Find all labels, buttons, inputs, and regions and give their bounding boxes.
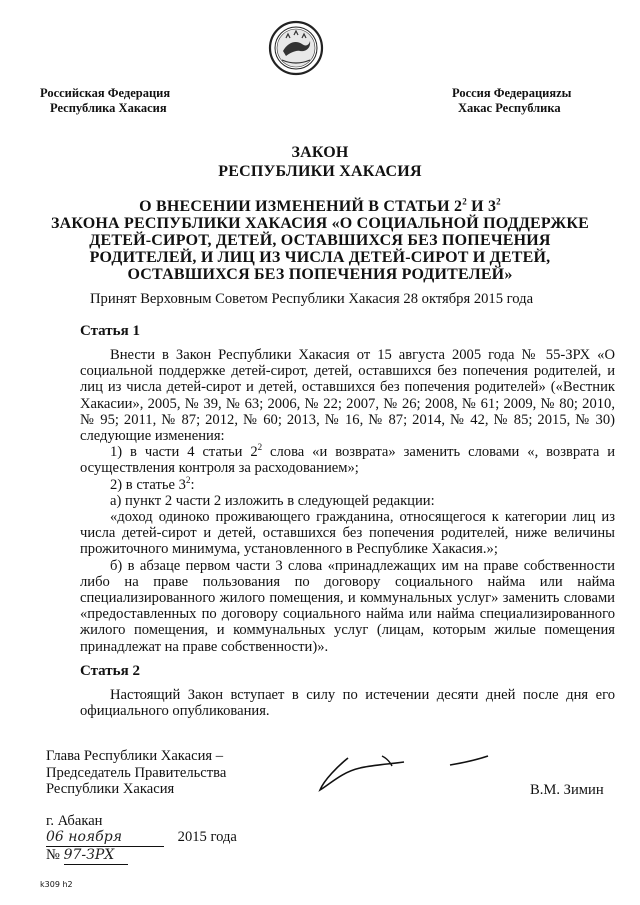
law-number-line xyxy=(46,847,128,865)
handwritten-signature xyxy=(300,740,490,800)
header-right xyxy=(452,86,571,116)
adoption-note: Принят Верховным Советом Республики Хакасия 28 октября 2015 года xyxy=(90,291,534,307)
law-title-line5: ОСТАВШИХСЯ БЕЗ ПОПЕЧЕНИЯ РОДИТЕЛЕЙ» xyxy=(127,266,513,283)
law-title xyxy=(0,198,640,283)
date-year: 2015 года xyxy=(177,829,237,845)
header-left-line2: Республика Хакасия xyxy=(50,101,167,115)
header-left-line1: Российская Федерация xyxy=(40,86,171,100)
article2-heading: Статья 2 xyxy=(80,663,140,679)
date-line xyxy=(46,829,237,847)
article1-item2: 2) в статье $3^2$: xyxy=(110,474,195,493)
law-number-prefix: № xyxy=(46,847,60,863)
article1-heading: Статья 1 xyxy=(80,323,140,339)
header-left xyxy=(40,86,170,116)
law-title-line3: ДЕТЕЙ-СИРОТ, ДЕТЕЙ, ОСТАВШИХСЯ БЕЗ ПОПЕЧЕНИЯ xyxy=(89,232,551,249)
law-title-line1: О ВНЕСЕНИИ ИЗМЕНЕНИЙ В СТАТЬИ $2^2$ И $3^2$ xyxy=(139,196,501,215)
document-issuer: РЕСПУБЛИКИ ХАКАСИЯ xyxy=(218,163,422,180)
article1-intro: Внести в Закон Республики Хакасия от 15 августа 2005 года № 55-ЗРХ «О социальной поддержке детей-сирот, детей, оставшихся без попечения родителей, и лиц из числа детей-сирот и детей, оставшихся без попечения родителей» («Вестник Хакасии», 2005, № 39, № 63; 2006, № 22; 2007, № 26; 2008, № 61; 2009, № 80; 2010, № 95; 2011, № 87; 2012, № 60; 2013, № 16, № 87; 2014, № 42, № 85; 2015, № 30) следующие изменения: xyxy=(80,347,615,445)
law-title-line2: ЗАКОНА РЕСПУБЛИКИ ХАКАСИЯ «О СОЦИАЛЬНОЙ ПОДДЕРЖКЕ xyxy=(50,215,590,232)
signatory-title xyxy=(46,748,226,798)
article1-body xyxy=(80,347,615,655)
signatory-line1: Глава Республики Хакасия – xyxy=(46,748,224,764)
header-right-line2: Хакас Республика xyxy=(458,101,561,115)
document-type: ЗАКОН xyxy=(291,144,349,161)
article1-item1: 1) в части 4 статьи $2^2$ слова «и возврата» заменить словами «, возврата и осуществления контроля за расходованием»; xyxy=(80,442,616,477)
law-title-line4: РОДИТЕЛЕЙ, И ЛИЦ ИЗ ЧИСЛА ДЕТЕЙ-СИРОТ И ДЕТЕЙ, xyxy=(89,249,551,266)
article2-text: Настоящий Закон вступает в силу по истечении десяти дней после дня его официального опубликования. xyxy=(80,687,615,720)
document-code: k309 h2 xyxy=(40,880,73,889)
date-handwritten: 06 ноября xyxy=(46,829,164,847)
signatory-line2: Председатель Правительства xyxy=(46,764,227,781)
signatory-line3: Республики Хакасия xyxy=(46,781,175,797)
article2-body xyxy=(80,687,615,719)
signatory-name: В.М. Зимин xyxy=(530,782,604,798)
header-right-line1: Россия Федерацияzы xyxy=(452,86,572,100)
article1-item2a-quote: «доход одиноко проживающего гражданина, относящегося к категории лиц из числа детей-сирот и детей, оставшихся без попечения родителей, ниже величины прожиточного минимума, установленного в Республике Хакасия.»; xyxy=(80,509,615,558)
law-number-handwritten: 97-ЗРХ xyxy=(64,847,128,865)
coat-of-arms-emblem xyxy=(268,20,324,76)
article1-item2a: а) пункт 2 части 2 изложить в следующей редакции: xyxy=(110,492,435,509)
place-city: г. Абакан xyxy=(46,813,103,829)
article1-item2b: б) в абзаце первом части 3 слова «принадлежащих им на праве собственности либо на праве пользования по договору социального найма или найма специализированного жилого помещения, и коммунальных услуг» заменить словами «предоставленных по договору социального найма или найма специализированного жилого помещения, и коммунальных услуг (лицам, которым жилые помещения принадлежат на праве собственности)». xyxy=(80,557,615,655)
